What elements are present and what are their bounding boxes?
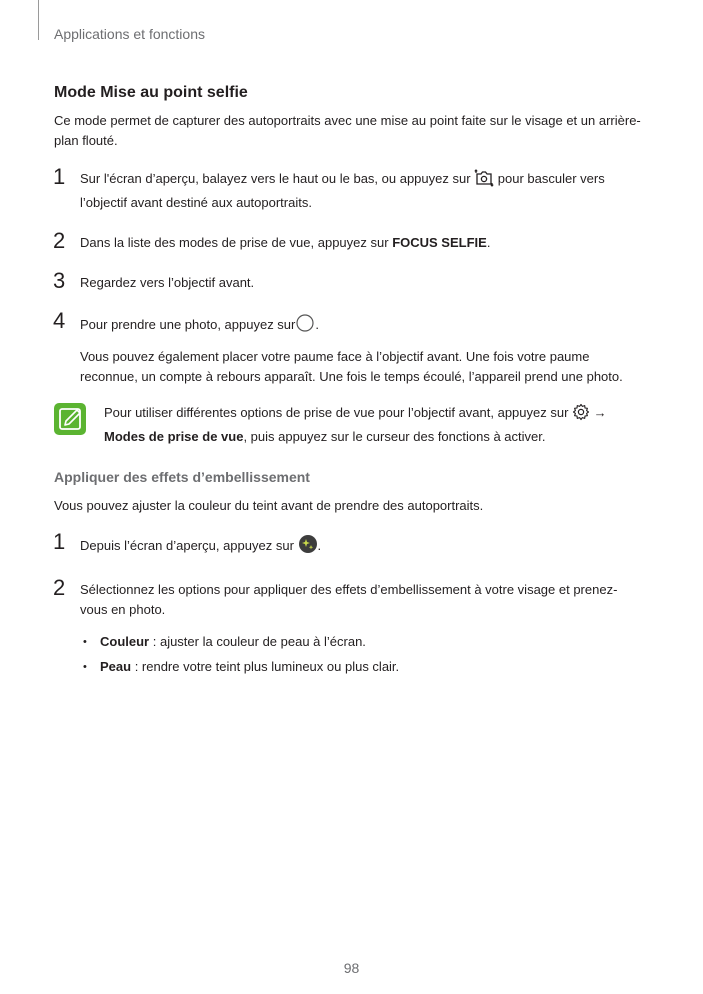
switch-camera-icon bbox=[474, 169, 494, 193]
step-text: . bbox=[486, 235, 491, 250]
step-text: Pour prendre une photo, appuyez sur bbox=[80, 317, 296, 332]
options-list bbox=[54, 632, 644, 677]
step-number: 4 bbox=[53, 308, 66, 333]
settings-gear-icon bbox=[572, 403, 590, 427]
note-box bbox=[54, 403, 644, 447]
section-title-selfie-focus: Mode Mise au point selfie bbox=[54, 84, 248, 101]
list-item bbox=[83, 657, 644, 677]
step-extra-text: Vous pouvez également placer votre paume face à l’objectif avant. Une fois votre paume reconnue, un compte à rebours apparaît. Une fois le temps écoulé, l’appareil prend une photo. bbox=[80, 349, 623, 384]
step-text: Dans la liste des modes de prise de vue, appuyez sur bbox=[80, 235, 389, 250]
beauty-effects-icon bbox=[298, 534, 318, 560]
step-number: 3 bbox=[53, 268, 66, 293]
step-text: Regardez vers l’objectif avant. bbox=[80, 275, 255, 290]
option-name: Peau bbox=[100, 659, 132, 674]
note-icon bbox=[54, 403, 86, 435]
arrow-symbol: → bbox=[593, 405, 607, 420]
step-2 bbox=[53, 575, 644, 620]
page-content bbox=[54, 84, 644, 682]
step-4 bbox=[53, 308, 644, 387]
note-text: Pour utiliser différentes options de prise de vue pour l’objectif avant, appuyez sur bbox=[104, 405, 569, 420]
step-text: Sélectionnez les options pour appliquer des effets d’embellissement à votre visage et prenez-vous en photo. bbox=[80, 582, 618, 617]
step-text: pour basculer vers l’objectif avant destiné aux autoportraits. bbox=[80, 171, 605, 210]
step-text: . bbox=[317, 538, 322, 553]
option-name: Couleur bbox=[100, 634, 150, 649]
step-number: 2 bbox=[53, 575, 66, 600]
mode-name: FOCUS SELFIE bbox=[392, 235, 487, 250]
running-header: Applications et fonctions bbox=[54, 26, 205, 42]
section-intro: Ce mode permet de capturer des autoportraits avec une mise au point faite sur le visage et un arrière-plan flouté. bbox=[54, 113, 641, 148]
step-2 bbox=[53, 228, 644, 253]
page-number: 98 bbox=[343, 960, 360, 976]
step-text: Sur l'écran d’aperçu, balayez vers le haut ou le bas, ou appuyez sur bbox=[80, 171, 471, 186]
shutter-icon bbox=[295, 313, 315, 339]
option-description: : ajuster la couleur de peau à l’écran. bbox=[149, 634, 366, 649]
step-3 bbox=[53, 268, 644, 293]
note-text: , puis appuyez sur le curseur des fonctions à activer. bbox=[243, 429, 546, 444]
section-intro: Vous pouvez ajuster la couleur du teint avant de prendre des autoportraits. bbox=[54, 498, 484, 513]
page-margin-rule bbox=[38, 0, 39, 40]
step-1 bbox=[53, 164, 644, 213]
step-1 bbox=[53, 529, 644, 560]
step-number: 2 bbox=[53, 228, 66, 253]
option-description: : rendre votre teint plus lumineux ou plus clair. bbox=[131, 659, 400, 674]
menu-path: Modes de prise de vue bbox=[104, 429, 244, 444]
step-text: Depuis l’écran d’aperçu, appuyez sur bbox=[80, 538, 294, 553]
step-number: 1 bbox=[53, 164, 66, 189]
list-item bbox=[83, 632, 644, 652]
step-text: . bbox=[315, 317, 319, 332]
step-number: 1 bbox=[53, 529, 66, 554]
section-title-beauty: Appliquer des effets d’embellissement bbox=[54, 469, 310, 485]
